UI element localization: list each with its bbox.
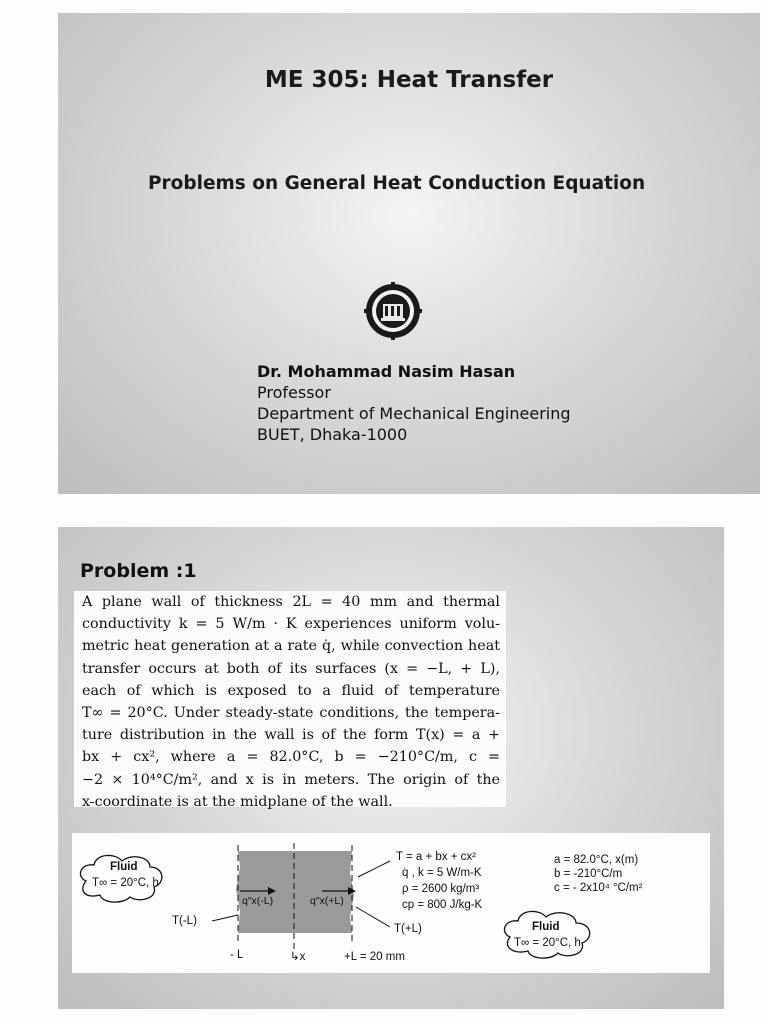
t-right-label: T(+L) bbox=[394, 923, 422, 935]
problem-line: conductivity k = 5 W/m · K experiences uniform volu- bbox=[82, 616, 500, 633]
wall-diagram bbox=[72, 833, 710, 973]
problem-line: x-coordinate is at the midplane of the wall. bbox=[82, 793, 393, 810]
constant-line: c = - 2x10⁴ °C/m² bbox=[554, 882, 643, 894]
property-line: cp = 800 J/kg-K bbox=[402, 899, 483, 911]
problem-slide bbox=[58, 527, 724, 1009]
props-pointer bbox=[358, 861, 390, 877]
right-fluid-title: Fluid bbox=[532, 921, 560, 933]
problem-line: T∞ = 20°C. Under steady-state conditions, the tempera- bbox=[82, 705, 500, 722]
t-left-pointer bbox=[212, 915, 238, 921]
author-department: Department of Mechanical Engineering bbox=[257, 404, 571, 423]
university-seal-icon bbox=[364, 282, 422, 340]
problem-line: ture distribution in the wall is of the form T(x) = a + bbox=[82, 727, 500, 744]
author-block bbox=[257, 361, 571, 445]
x-axis-label: ↳x bbox=[290, 951, 306, 963]
plus-l-label: +L = 20 mm bbox=[344, 951, 405, 963]
problem-line: each of which is exposed to a fluid of temperature bbox=[82, 682, 500, 699]
material-properties bbox=[396, 849, 482, 913]
problem-line: A plane wall of thickness 2L = 40 mm and thermal bbox=[82, 594, 500, 610]
left-flux-label: q″x(-L) bbox=[242, 895, 274, 907]
lecture-subtitle: Problems on General Heat Conduction Equation bbox=[148, 173, 646, 194]
minus-l-label: - L bbox=[230, 949, 244, 961]
t-right-pointer bbox=[356, 907, 390, 927]
problem-line: −2 × 10⁴°C/m², and x is in meters. The origin of the bbox=[82, 771, 500, 788]
left-fluid-condition: T∞ = 20°C, h bbox=[92, 877, 159, 889]
problem-line: metric heat generation at a rate q̇, while convection heat bbox=[82, 638, 500, 655]
author-position: Professor bbox=[257, 383, 331, 402]
constants-block bbox=[554, 853, 642, 895]
t-left-label: T(-L) bbox=[172, 915, 197, 927]
property-line: ρ = 2600 kg/m³ bbox=[402, 883, 480, 895]
left-fluid-title: Fluid bbox=[110, 861, 138, 873]
right-flux-label: q″x(+L) bbox=[310, 895, 344, 907]
right-fluid-condition: T∞ = 20°C, h bbox=[514, 937, 581, 949]
plane-wall bbox=[236, 851, 354, 933]
property-line: q̇ , k = 5 W/m-K bbox=[402, 867, 482, 879]
problem-line: transfer occurs at both of its surfaces (x = −L, + L), bbox=[82, 660, 500, 677]
problem-line: bx + cx², where a = 82.0°C, b = −210°C/m, c = bbox=[82, 749, 500, 766]
title-slide bbox=[58, 13, 760, 494]
right-fluid-cloud bbox=[504, 911, 589, 958]
problem-statement bbox=[74, 591, 506, 810]
constant-line: a = 82.0°C, x(m) bbox=[554, 854, 639, 866]
author-institution: BUET, Dhaka-1000 bbox=[257, 425, 408, 444]
property-line: T = a + bx + cx² bbox=[396, 851, 477, 863]
course-title: ME 305: Heat Transfer bbox=[264, 67, 554, 93]
author-name: Dr. Mohammad Nasim Hasan bbox=[257, 362, 516, 381]
problem-title: Problem :1 bbox=[80, 560, 197, 582]
constant-line: b = -210°C/m bbox=[554, 868, 623, 880]
